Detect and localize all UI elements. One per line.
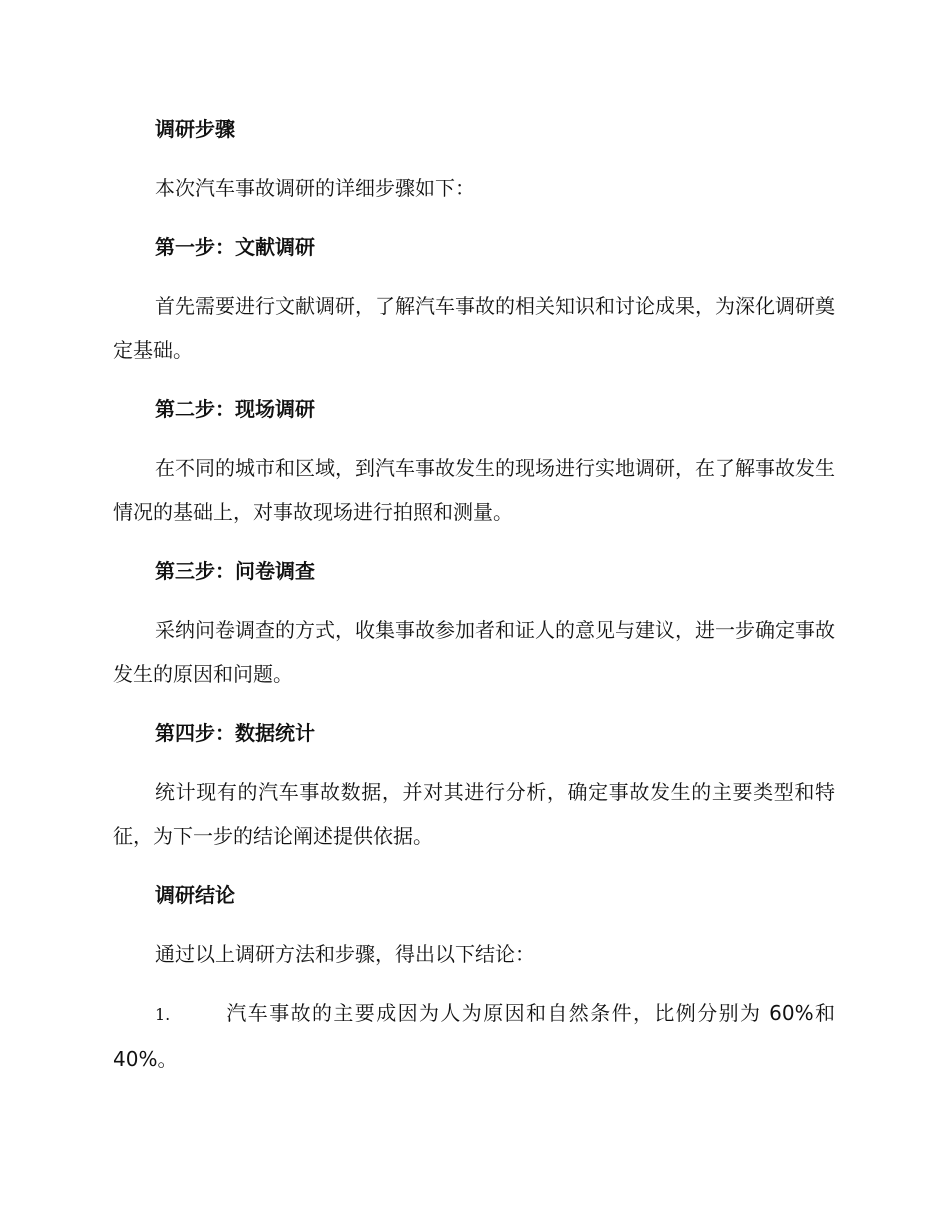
section-heading-conclusions: 调研结论 — [155, 883, 235, 907]
step-1-paragraph: 首先需要进行文献调研，了解汽车事故的相关知识和讨论成果，为深化调研奠定基础。 — [113, 294, 835, 362]
step-2-heading: 第二步：现场调研 — [155, 397, 315, 421]
intro-text-conclusions: 通过以上调研方法和步骤，得出以下结论： — [155, 942, 535, 966]
step-2-paragraph: 在不同的城市和区域，到汽车事故发生的现场进行实地调研，在了解事故发生情况的基础上，对事故现场进行拍照和测量。 — [113, 456, 835, 524]
list-item-text: 汽车事故的主要成因为人为原因和自然条件，比例分别为 60%和 40%。 — [113, 1001, 835, 1071]
step-4-paragraph: 统计现有的汽车事故数据，并对其进行分析，确定事故发生的主要类型和特征，为下一步的结论阐述提供依据。 — [113, 780, 835, 848]
step-3-heading: 第三步：问卷调查 — [155, 559, 315, 583]
list-item-number: 1. — [155, 1005, 171, 1024]
document-page — [113, 107, 835, 1096]
step-1-heading: 第一步：文献调研 — [155, 235, 315, 259]
intro-text-steps: 本次汽车事故调研的详细步骤如下： — [155, 176, 475, 200]
step-4-heading: 第四步：数据统计 — [155, 721, 315, 745]
step-3-paragraph: 采纳问卷调查的方式，收集事故参加者和证人的意见与建议，进一步确定事故发生的原因和问题。 — [113, 618, 835, 686]
list-item — [113, 991, 835, 1081]
section-heading-research-steps: 调研步骤 — [155, 117, 235, 141]
